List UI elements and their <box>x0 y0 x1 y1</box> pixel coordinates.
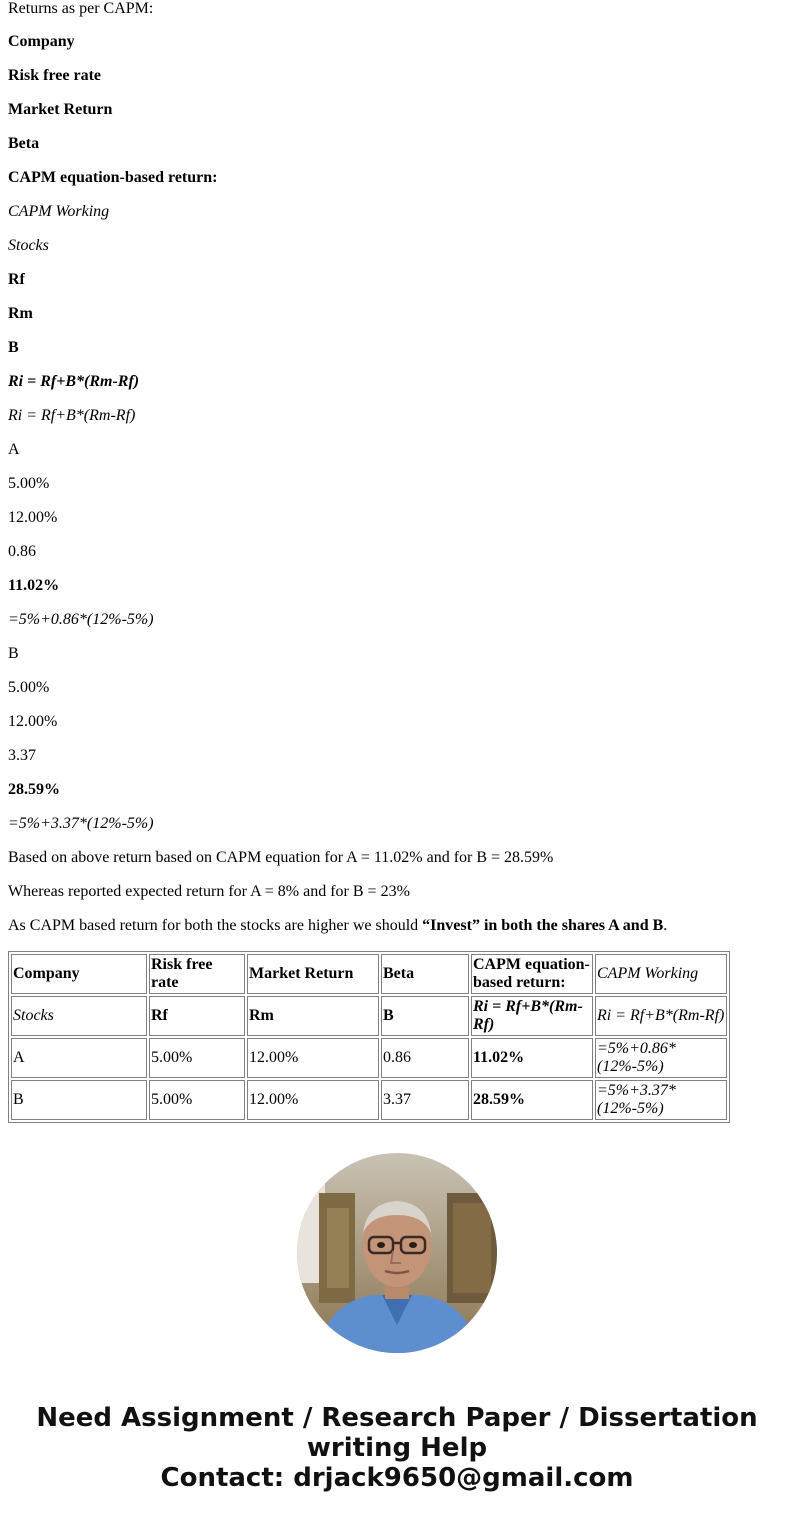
row-a-working: =5%+0.86*(12%-5%) <box>8 611 154 628</box>
formula: Ri = Rf+B*(Rm-Rf) <box>8 407 136 424</box>
table-cell-working <box>595 1038 727 1078</box>
paragraph-conclusion <box>8 917 667 935</box>
table-cell-stocks: Stocks <box>11 996 147 1036</box>
table-header-risk-free-rate: Risk free rate <box>149 954 245 994</box>
table-cell-rm-value: 12.00% <box>247 1080 379 1120</box>
table-cell-return-value: 28.59% <box>471 1080 593 1120</box>
heading-market-return: Market Return <box>8 101 113 118</box>
table-header-capm-return: CAPM equation-based return: <box>471 954 593 994</box>
subheading-b: B <box>8 339 19 356</box>
avatar <box>297 1153 497 1353</box>
table-cell-formula-bold: Ri = Rf+B*(Rm-Rf) <box>471 996 593 1036</box>
table-cell-rf-value: 5.00% <box>149 1038 245 1078</box>
footer-line-1: Need Assignment / Research Paper / Dissertation <box>36 1403 758 1433</box>
table-row <box>11 1080 727 1120</box>
table-cell-formula: Ri = Rf+B*(Rm-Rf) <box>595 996 727 1036</box>
table-cell-rf: Rf <box>149 996 245 1036</box>
table-row <box>11 1038 727 1078</box>
table-cell-rf-value: 5.00% <box>149 1080 245 1120</box>
footer-contact: Contact: drjack9650@gmail.com <box>160 1463 634 1493</box>
table-cell-rm: Rm <box>247 996 379 1036</box>
heading-company: Company <box>8 33 75 50</box>
working-line-1: =5%+3.37* <box>597 1082 676 1099</box>
formula-bold: Ri = Rf+B*(Rm-Rf) <box>8 373 140 390</box>
table-cell-rm-value: 12.00% <box>247 1038 379 1078</box>
table-cell-beta-value: 0.86 <box>381 1038 469 1078</box>
table-header-beta: Beta <box>381 954 469 994</box>
conclusion-period: . <box>663 917 668 934</box>
row-a-rf: 5.00% <box>8 475 50 492</box>
row-b-working: =5%+3.37*(12%-5%) <box>8 815 154 832</box>
person-photo-icon <box>297 1153 497 1353</box>
table-row <box>11 996 727 1036</box>
working-line-2: (12%-5%) <box>597 1058 664 1075</box>
heading-capm-return: CAPM equation-based return: <box>8 169 218 186</box>
row-a-beta: 0.86 <box>8 543 36 560</box>
footer-line-2: writing Help <box>306 1433 488 1463</box>
table-header-market-return: Market Return <box>247 954 379 994</box>
table-cell-b: B <box>381 996 469 1036</box>
subheading-rf: Rf <box>8 271 25 288</box>
conclusion-bold: “Invest” in both the shares A and B <box>422 917 664 934</box>
table-cell-working <box>595 1080 727 1120</box>
table-cell-stock: A <box>11 1038 147 1078</box>
footer-banner <box>0 1403 794 1493</box>
table-header-company: Company <box>11 954 147 994</box>
working-line-1: =5%+0.86* <box>597 1040 676 1057</box>
table-cell-stock: B <box>11 1080 147 1120</box>
paragraph-reported-returns: Whereas reported expected return for A = 8% and for B = 23% <box>8 883 410 900</box>
row-a-return: 11.02% <box>8 577 60 594</box>
row-a-stock: A <box>8 441 20 458</box>
table-cell-beta-value: 3.37 <box>381 1080 469 1120</box>
row-b-beta: 3.37 <box>8 747 36 764</box>
subheading-stocks: Stocks <box>8 237 49 254</box>
heading-risk-free-rate: Risk free rate <box>8 67 101 84</box>
paragraph-capm-returns: Based on above return based on CAPM equation for A = 11.02% and for B = 28.59% <box>8 849 554 866</box>
heading-beta: Beta <box>8 135 40 152</box>
conclusion-text: As CAPM based return for both the stocks are higher we should <box>8 917 423 934</box>
intro-text: Returns as per CAPM: <box>8 0 154 17</box>
row-b-return: 28.59% <box>8 781 60 798</box>
table-row <box>11 954 727 994</box>
working-line-2: (12%-5%) <box>597 1100 664 1117</box>
row-b-rm: 12.00% <box>8 713 58 730</box>
subheading-rm: Rm <box>8 305 33 322</box>
table-header-capm-working: CAPM Working <box>595 954 727 994</box>
row-b-stock: B <box>8 645 19 662</box>
heading-capm-working: CAPM Working <box>8 203 110 220</box>
row-a-rm: 12.00% <box>8 509 58 526</box>
capm-table <box>8 951 730 1123</box>
row-b-rf: 5.00% <box>8 679 50 696</box>
table-cell-return-value: 11.02% <box>471 1038 593 1078</box>
